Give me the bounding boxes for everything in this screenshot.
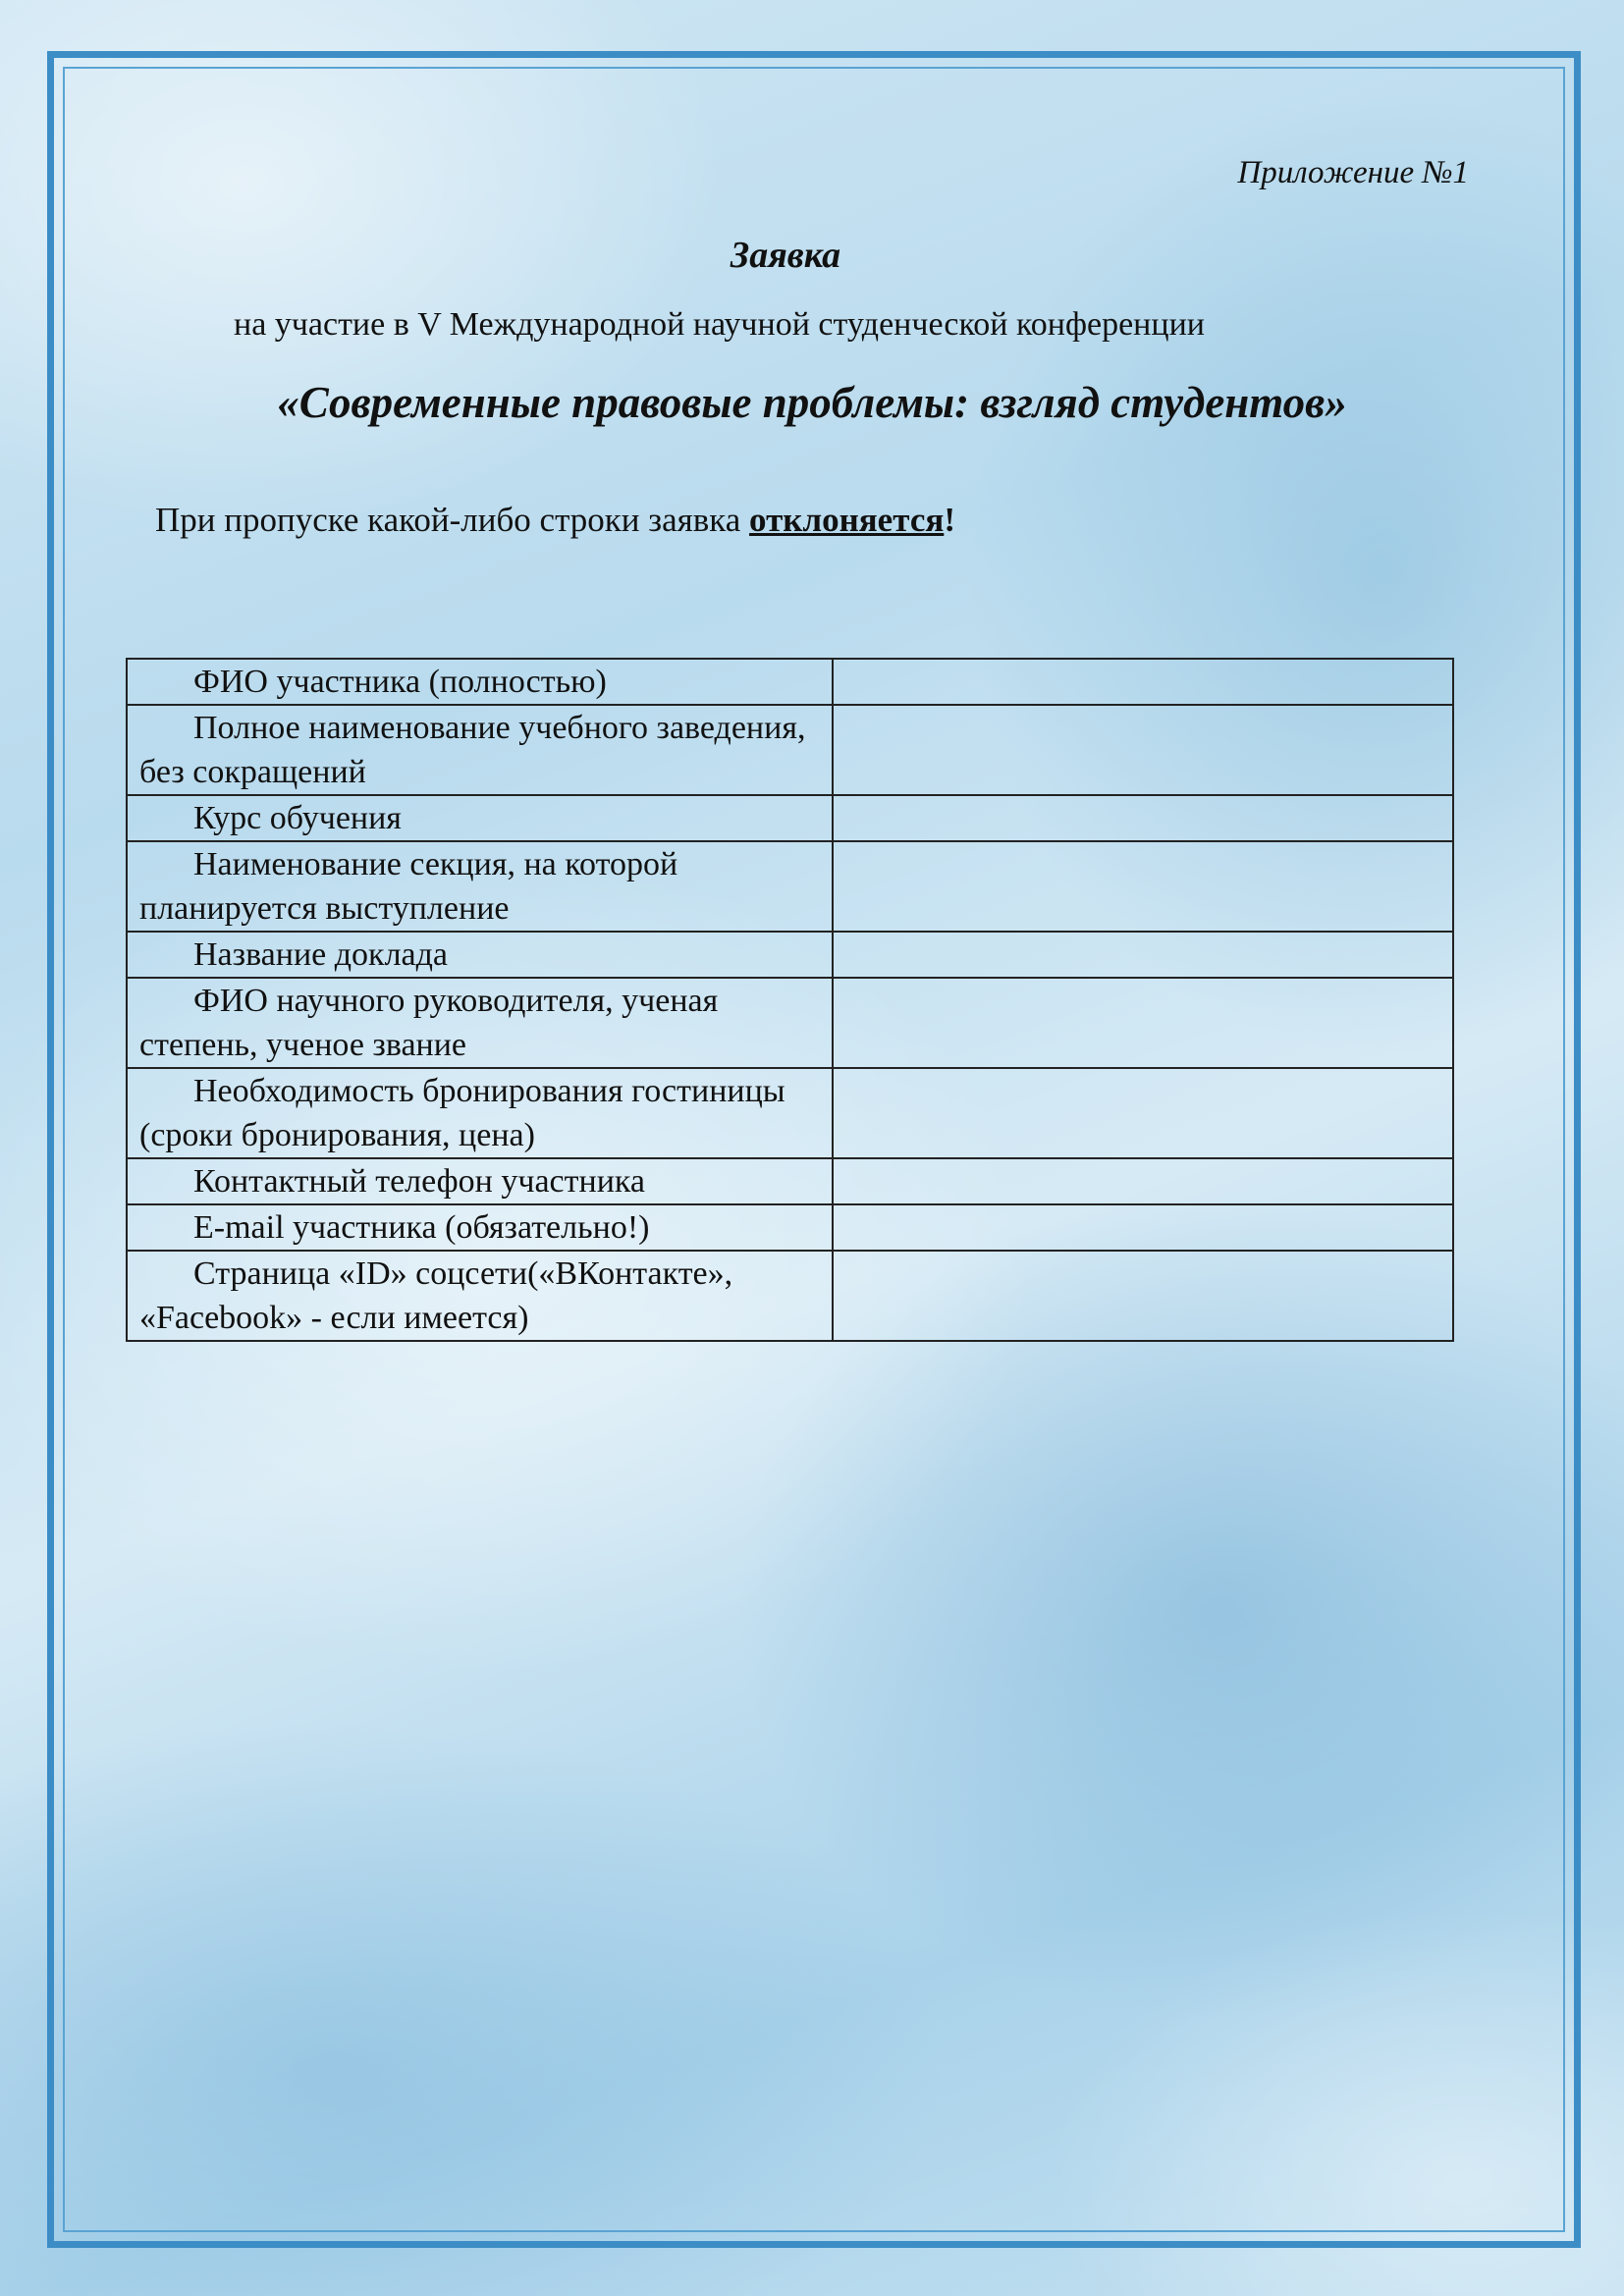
document-subtitle: на участие в V Международной научной студенческой конференции bbox=[234, 306, 1205, 343]
warning-suffix: ! bbox=[944, 501, 955, 539]
warning-text-main: При пропуске какой-либо строки заявка bbox=[155, 501, 750, 539]
form-row-value[interactable] bbox=[833, 1068, 1453, 1158]
form-row-label: ФИО научного руководителя, ученая степень, ученое звание bbox=[127, 978, 833, 1068]
warning-emphasis: отклоняется bbox=[749, 501, 945, 539]
form-row bbox=[127, 705, 1453, 795]
form-row-value[interactable] bbox=[833, 705, 1453, 795]
form-row-label: Необходимость бронирования гостиницы (сроки бронирования, цена) bbox=[127, 1068, 833, 1158]
form-row-label: Страница «ID» соцсети(«ВКонтакте», «Facebook» - если имеется) bbox=[127, 1251, 833, 1341]
appendix-label: Приложение №1 bbox=[1237, 155, 1469, 190]
form-row-label: Полное наименование учебного заведения, без сокращений bbox=[127, 705, 833, 795]
form-row bbox=[127, 841, 1453, 932]
form-row bbox=[127, 1204, 1453, 1251]
application-form-table bbox=[126, 658, 1454, 1342]
form-row-value[interactable] bbox=[833, 1251, 1453, 1341]
form-row-label: Курс обучения bbox=[127, 795, 833, 841]
form-row-value[interactable] bbox=[833, 795, 1453, 841]
form-row-value[interactable] bbox=[833, 932, 1453, 978]
form-row-label: E-mail участника (обязательно!) bbox=[127, 1204, 833, 1251]
form-row-label: Контактный телефон участника bbox=[127, 1158, 833, 1204]
form-row-label: ФИО участника (полностью) bbox=[127, 659, 833, 705]
form-row bbox=[127, 1158, 1453, 1204]
form-row-value[interactable] bbox=[833, 841, 1453, 932]
form-row bbox=[127, 978, 1453, 1068]
form-row bbox=[127, 659, 1453, 705]
conference-name: «Современные правовые проблемы: взгляд студентов» bbox=[277, 378, 1347, 427]
document-title: Заявка bbox=[730, 235, 841, 276]
form-row bbox=[127, 795, 1453, 841]
form-row-label: Наименование секция, на которой планируется выступление bbox=[127, 841, 833, 932]
warning-text bbox=[155, 501, 955, 540]
form-row-label: Название доклада bbox=[127, 932, 833, 978]
form-row bbox=[127, 1068, 1453, 1158]
form-row-value[interactable] bbox=[833, 1204, 1453, 1251]
form-row-value[interactable] bbox=[833, 978, 1453, 1068]
form-row-value[interactable] bbox=[833, 1158, 1453, 1204]
form-row bbox=[127, 1251, 1453, 1341]
form-row bbox=[127, 932, 1453, 978]
form-row-value[interactable] bbox=[833, 659, 1453, 705]
